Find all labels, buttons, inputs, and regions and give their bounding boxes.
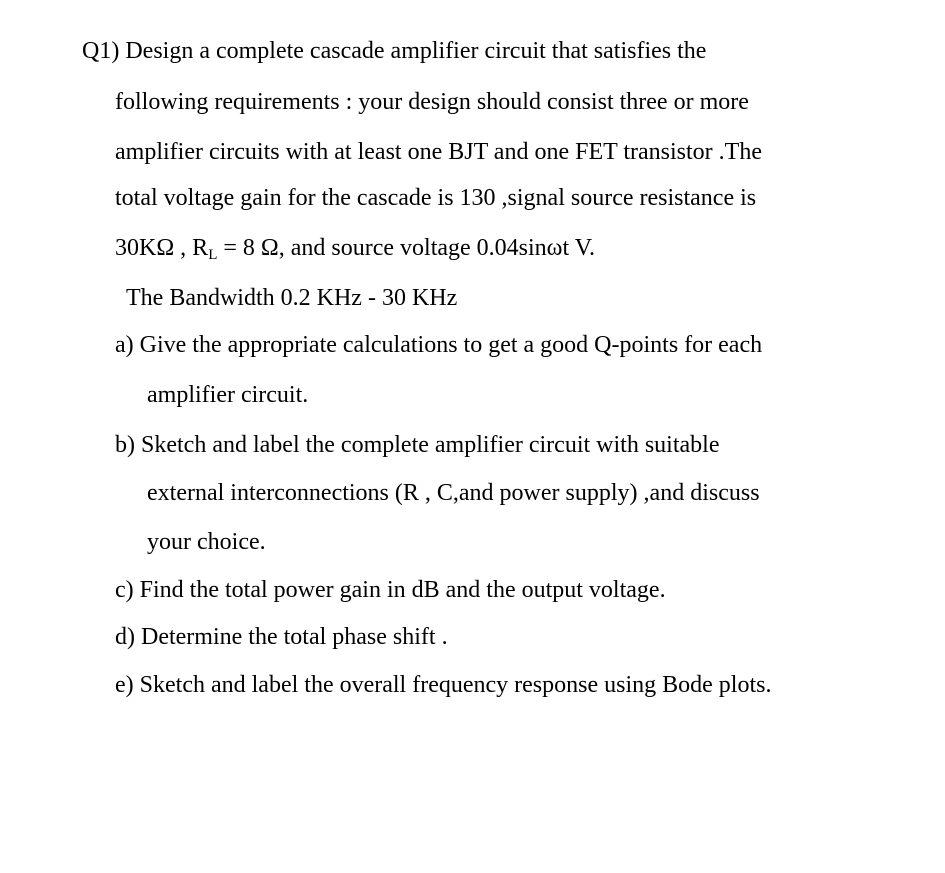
- part-a-text-1: Give the appropriate calculations to get a good Q-points for each: [139, 332, 763, 358]
- part-a-letter: a): [115, 332, 134, 358]
- part-b-line-3: your choice.: [147, 529, 266, 555]
- part-c-letter: c): [115, 577, 134, 603]
- part-b-line-2: external interconnections (R , C,and power supply) ,and discuss: [147, 480, 760, 506]
- params-pre: 30KΩ , R: [115, 235, 209, 261]
- question-label: Q1): [82, 38, 120, 64]
- bandwidth-line: The Bandwidth 0.2 KHz - 30 KHz: [126, 285, 458, 311]
- question-line-1: [82, 37, 706, 65]
- part-c-text-1: Find the total power gain in dB and the output voltage.: [139, 577, 666, 603]
- part-b-line-1: [115, 431, 719, 459]
- question-line-2: following requirements : your design should consist three or more: [115, 89, 749, 115]
- part-c-line-1: [115, 576, 666, 604]
- question-line-4: total voltage gain for the cascade is 130 ,signal source resistance is: [115, 185, 757, 211]
- question-intro-text: Design a complete cascade amplifier circuit that satisfies the: [125, 38, 707, 64]
- question-line-3: amplifier circuits with at least one BJT and one FET transistor .The: [115, 139, 762, 165]
- params-subscript: L: [208, 247, 218, 263]
- part-e-letter: e): [115, 672, 134, 698]
- part-d-line-1: [115, 623, 448, 651]
- part-e-line-1: [115, 671, 771, 699]
- part-d-text-1: Determine the total phase shift .: [141, 624, 448, 650]
- part-e-text-1: Sketch and label the overall frequency response using Bode plots.: [139, 672, 772, 698]
- question-params-line: [115, 234, 595, 262]
- part-a-line-1: [115, 331, 762, 359]
- part-b-text-1: Sketch and label the complete amplifier circuit with suitable: [141, 432, 720, 458]
- params-post: = 8 Ω, and source voltage 0.04sinωt V.: [217, 235, 595, 261]
- part-b-letter: b): [115, 432, 135, 458]
- part-d-letter: d): [115, 624, 135, 650]
- part-a-line-2: amplifier circuit.: [147, 382, 309, 408]
